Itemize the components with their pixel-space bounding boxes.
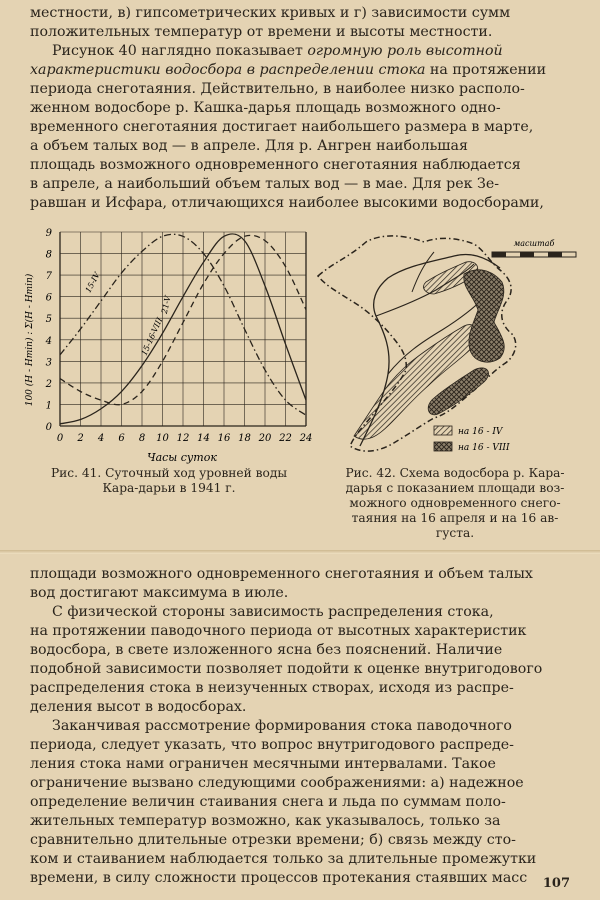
- chart-x-axis-label: Часы суток: [147, 451, 217, 464]
- caption-line: Рис. 41. Суточный ход уровней воды: [50, 466, 288, 480]
- map-scale-bar: [492, 252, 576, 257]
- legend-label-august: на 16 - VIII: [458, 443, 510, 453]
- chart-y-axis-label: 100 (H - Hmin) : Σ(H - Hmin): [25, 273, 35, 407]
- text-line: ком и стаиванием наблюдается только за длительные промежутки: [30, 851, 537, 867]
- chart-x-tick-label: 8: [138, 433, 146, 444]
- chart-tick-labels: [45, 228, 313, 444]
- figure-42-map: [314, 222, 586, 466]
- figure-41-caption: [30, 466, 308, 496]
- caption-line: дарья с показанием площади воз-: [345, 481, 565, 495]
- italic-emphasis: огромную роль высотной: [307, 43, 503, 59]
- chart-x-tick-label: 10: [156, 433, 169, 444]
- page-fold-divider: [0, 550, 600, 554]
- text-line: времени, в силу сложности процессов протекания стаявших масс: [30, 870, 528, 886]
- chart-y-tick-label: 3: [45, 357, 52, 369]
- chart-x-tick-label: 18: [238, 433, 251, 444]
- chart-x-tick-label: 12: [176, 433, 190, 444]
- text-line: а объем талых вод — в апреле. Для р. Ангрен наибольшая: [30, 138, 468, 154]
- chart-x-tick-label: 4: [97, 433, 105, 444]
- text-line: деления высот в водосборах.: [30, 699, 247, 715]
- text-line: водосбора, в свете изложенного ясна без пояснений. Наличие: [30, 642, 503, 658]
- chart-grid: [60, 232, 306, 426]
- chart-x-tick-label: 22: [279, 433, 292, 444]
- text-line: [30, 61, 572, 80]
- chart-y-tick-label: 8: [45, 249, 52, 261]
- figure-41-chart: [22, 222, 322, 466]
- chart-y-tick-label: 0: [45, 422, 52, 433]
- snowmelt-area-august: [464, 270, 504, 362]
- text-line: ления стока нами ограничен месячными интервалами. Такое: [30, 756, 496, 772]
- page-number: 107: [542, 876, 570, 891]
- chart-y-tick-label: 5: [45, 314, 52, 326]
- text-line: в апреле, а наибольший объем талых вод — в мае. Для рек Зе-: [30, 176, 500, 192]
- text-line: периода, следует указать, что вопрос внутригодового распреде-: [30, 737, 514, 753]
- chart-y-tick-label: 1: [45, 400, 52, 412]
- text-line: сравнительно длительные отрезки времени; б) связь между сто-: [30, 832, 516, 848]
- top-paragraph: [30, 4, 572, 213]
- text-span: Рисунок 40 наглядно показывает: [52, 43, 308, 59]
- text-line: подобной зависимости позволяет подойти к оценке внутригодового: [30, 661, 543, 677]
- chart-y-tick-label: 4: [45, 335, 52, 347]
- legend-swatch-april: [434, 426, 452, 435]
- chart-x-tick-label: 16: [217, 433, 231, 444]
- chart-series-label: 15-IV: [83, 270, 102, 295]
- text-line: площадь возможного одновременного снеготаяния наблюдается: [30, 157, 521, 173]
- chart-series-label: 21-V: [159, 294, 173, 315]
- chart-series-label: 15-16-VIII: [139, 316, 165, 357]
- figure-42-caption: [330, 466, 580, 541]
- text-line: ограничение вызвано следующими соображениями: а) надежное: [30, 775, 524, 791]
- text-line: определение величин стаивания снега и льда по суммам поло-: [30, 794, 506, 810]
- text-line: равшан и Исфара, отличающихся наиболее высокими водосборами,: [30, 195, 544, 211]
- chart-x-tick-label: 14: [197, 433, 210, 444]
- text-line: положительных температур от времени и высоты местности.: [30, 24, 493, 40]
- text-line: площади возможного одновременного снеготаяния и объем талых: [30, 566, 533, 582]
- chart-series-labels: [84, 270, 173, 357]
- legend-swatch-august: [434, 442, 452, 451]
- chart-y-tick-label: 2: [45, 378, 52, 390]
- text-line: женном водосборе р. Кашка-дарья площадь возможного одно-: [30, 100, 501, 116]
- caption-line: Рис. 42. Схема водосбора р. Кара-: [345, 466, 565, 480]
- chart-y-tick-label: 7: [45, 271, 52, 283]
- caption-line: Кара-дарьи в 1941 г.: [102, 481, 236, 495]
- text-line: [30, 42, 572, 61]
- text-line: вод достигают максимума в июле.: [30, 585, 289, 601]
- text-line: на протяжении паводочного периода от высотных характеристик: [30, 623, 527, 639]
- chart-y-tick-label: 6: [45, 292, 52, 304]
- bottom-paragraphs: [30, 565, 572, 888]
- chart-x-tick-label: 0: [56, 433, 64, 444]
- chart-x-tick-label: 2: [77, 433, 84, 444]
- italic-emphasis: характеристики водосбора в распределении стока: [30, 62, 426, 78]
- text-line: распределения стока в неизученных створах, исходя из распре-: [30, 680, 514, 696]
- text-line: жительных температур возможно, как указывалось, только за: [30, 813, 501, 829]
- chart-y-tick-label: 9: [45, 228, 52, 239]
- legend-label-april: на 16 - IV: [458, 427, 503, 437]
- text-line: Заканчивая рассмотрение формирования стока паводочного: [52, 718, 512, 734]
- text-line: временного снеготаяния достигает наибольшего размера в марте,: [30, 119, 534, 135]
- map-scale-label: масштаб: [513, 239, 555, 248]
- caption-line: можного одновременного снего-: [349, 496, 561, 510]
- caption-line: густа.: [435, 526, 475, 540]
- chart-x-tick-label: 6: [118, 433, 125, 444]
- text-span: на протяжении: [425, 62, 547, 78]
- text-line: С физической стороны зависимость распределения стока,: [52, 604, 494, 620]
- text-line: местности, в) гипсометрических кривых и г) зависимости сумм: [30, 5, 511, 21]
- chart-x-tick-label: 20: [258, 433, 272, 444]
- caption-line: таяния на 16 апреля и на 16 ав-: [351, 511, 559, 525]
- chart-x-tick-label: 24: [299, 433, 313, 444]
- text-line: периода снеготаяния. Действительно, в наиболее низко располо-: [30, 81, 525, 97]
